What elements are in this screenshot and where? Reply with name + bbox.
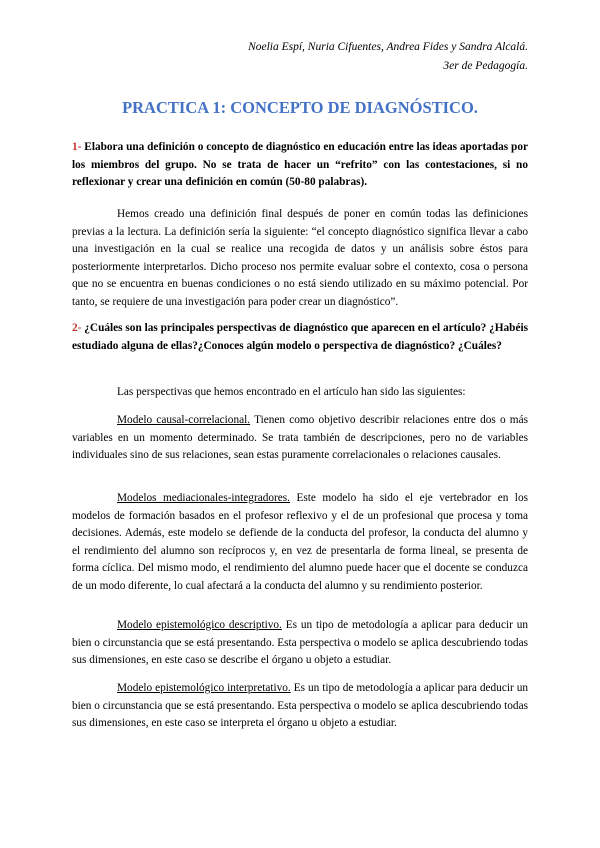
model-name: Modelos mediacionales-integradores.: [117, 492, 291, 504]
question-1-number: 1-: [72, 141, 82, 153]
authors-line: Noelia Espí, Nuria Cifuentes, Andrea Fides y Sandra Alcalá.: [248, 41, 528, 53]
model-name: Modelo epistemológico interpretativo.: [117, 682, 291, 694]
model-text: Tienen como objetivo describir relaciones entre dos o más variables en un momento determinado. Se trata también de descripciones, pero no de variables individuales sino de sus relaciones, sean estas puramente correlacionales o relaciones causales.: [72, 414, 528, 462]
question-2-text: ¿Cuáles son las principales perspectivas de diagnóstico que aparecen en el artículo? ¿Habéis estudiado alguna de ellas?¿Conoces algún modelo o perspectiva de diagnóstico? ¿Cuáles?: [72, 322, 528, 352]
model-text: Es un tipo de metodología a aplicar para deducir un bien o circunstancia que se está presentando. Esta perspectiva o modelo se aplica descubriendo todas sus dimensiones, en este caso se describe el órgano u objeto a estudiar.: [72, 619, 528, 667]
model-paragraph: [72, 490, 528, 596]
answer-2-intro: [72, 384, 528, 402]
question-2: [72, 320, 528, 355]
document-title: PRACTICA 1: CONCEPTO DE DIAGNÓSTICO.: [122, 98, 478, 117]
question-2-number: 2-: [72, 322, 82, 334]
model-text: Es un tipo de metodología a aplicar para deducir un bien o circunstancia que se está presentando. Esta perspectiva o modelo se aplica descubriendo todas sus dimensiones, en este caso se interpreta el órgano u objeto a estudiar.: [72, 682, 528, 730]
model-name: Modelo epistemológico descriptivo.: [117, 619, 282, 631]
intro-paragraph: Las perspectivas que hemos encontrado en el artículo han sido las siguientes:: [117, 386, 466, 398]
question-1-text: Elabora una definición o concepto de diagnóstico en educación entre las ideas aportadas por los miembros del grupo. No se trata de hacer un “refrito” con las contestaciones, si no reflexionar y crear una definición en común (50-80 palabras).: [72, 141, 529, 189]
answer-1-paragraph: Hemos creado una definición final después de poner en común todas las definiciones previas a la lectura. La definición sería la siguiente: “el concepto diagnóstico significa llevar a cabo una investigación en la cual se realice una recogida de datos y un análisis sobre éstos para posteriormente interpretarlos. Dicho proceso nos permite evaluar sobre el contexto, cosa o persona que no se encuentra en buenas condiciones o no está siendo utilizado en su máximo potencial. Por tanto, se requiere de una investigación para poder crear un diagnóstico”.: [72, 208, 528, 308]
model-paragraph: [72, 412, 528, 465]
answer-1: [72, 206, 528, 312]
model-paragraph: [72, 617, 528, 670]
document-header: [248, 38, 528, 76]
model-paragraph: [72, 680, 528, 733]
question-1: [72, 139, 528, 192]
course-line: 3er de Pedagogía.: [443, 60, 528, 72]
model-name: Modelo causal-correlacional.: [117, 414, 251, 426]
model-text: Este modelo ha sido el eje vertebrador en los modelos de formación basados en el profesor reflexivo y el de un profesional que procesa y toma decisiones. Además, este modelo se defiende de la conducta del profesor, la conducta del alumno y el rendimiento del alumno son recíprocos y, en vez de presentarla de forma lineal, se presenta de forma cíclica. Del mismo modo, el rendimiento del alumno puede hacer que el docente se conduzca de un modo diferente, lo cual afectará a la conducta del alumno y su rendimiento posterior.: [72, 492, 528, 592]
